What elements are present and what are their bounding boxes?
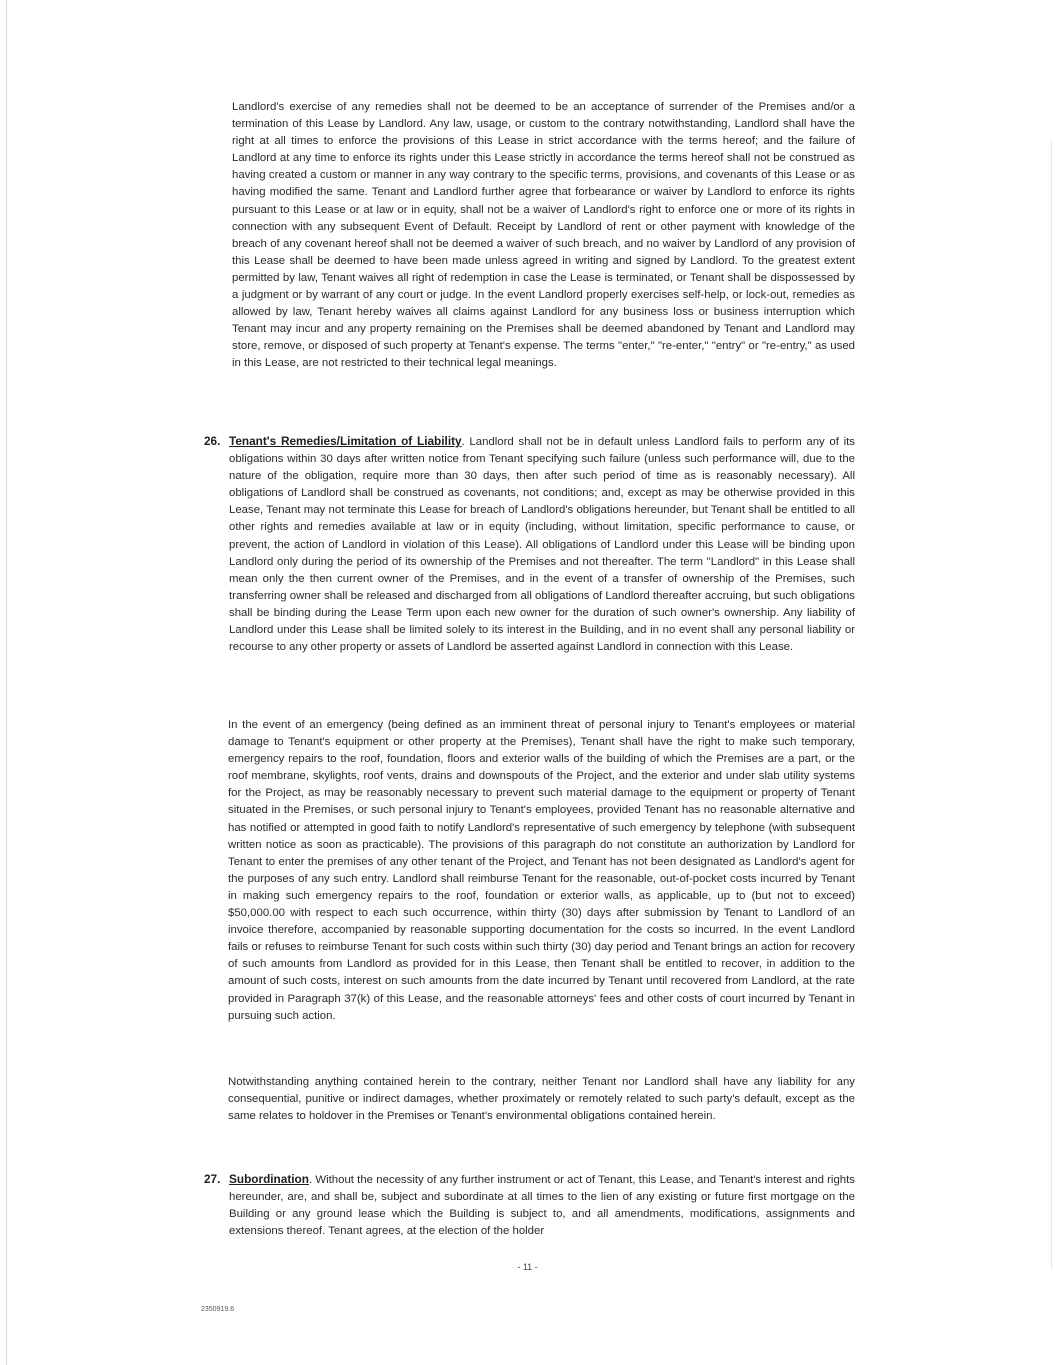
scan-edge-right [1051, 140, 1052, 1270]
notwithstanding-paragraph: Notwithstanding anything contained herein to the contrary, neither Tenant nor Landlord shall have any liability for any consequential, punitive or indirect damages, whether proximately or remotely related to such party's default, except as the same relates to holdover in the Premises or Tenant's environmental obligations contained herein. [228, 1076, 855, 1123]
section-title: Subordination [229, 1172, 309, 1186]
section-body [229, 1171, 855, 1240]
emergency-paragraph: In the event of an emergency (being defined as an imminent threat of personal injury to Tenant's employees or material damage to Tenant's equipment or other property at the Premises), Tenant shall have the right to make such temporary, emergency repairs to the roof, foundation, floors and exterior walls of the building of which the Premises are a part, or the roof membrane, skylights, roof vents, drains and downspouts of the Project, and the exterior and under slab utility systems for the Project, as may be reasonably necessary to prevent such material damage to the equipment or property of Tenant situated in the Premises, or such personal injury to Tenant's employees, provided Tenant has no reasonable alternative and has notified or attempted in good faith to notify Landlord's representative of such emergency by telephone (with subsequent written notice as soon as practicable). The provisions of this paragraph do not constitute an authorization by Landlord for Tenant to enter the premises of any other tenant of the Project, and Tenant has not been designated as Landlord's agent for the purposes of any such entry. Landlord shall reimburse Tenant for the reasonable, out-of-pocket costs incurred by Tenant in making such emergency repairs to the roof, foundation or exterior walls, as applicable, up to (but not to exceed) $50,000.00 with respect to each such occurrence, within thirty (30) days after submission by Tenant to Landlord of an invoice therefore, accompanied by reasonable supporting documentation for the costs so incurred. In the event Landlord fails or refuses to reimburse Tenant for such costs within such thirty (30) day period and Tenant brings an action for recovery of such amounts from Landlord as provided for in this Lease, then Tenant shall be entitled to recover, in addition to the amount of such costs, interest on such amounts from the date incurred by Tenant until recovered from Landlord, at the rate provided in Paragraph 37(k) of this Lease, and the reasonable attorneys' fees and other costs of court incurred by Tenant in pursuing such action. [228, 719, 855, 1022]
section-text: . Without the necessity of any further instrument or act of Tenant, this Lease, and Tenant's interest and rights hereunder, are, and shall be, subject and subordinate at all times to the lien of any existing or future first mortgage on the Building or any ground lease which the Building is subject to, and all amendments, modifications, assignments and extensions thereof. Tenant agrees, at the election of the holder [229, 1174, 855, 1238]
section-body [229, 433, 855, 656]
continuation-paragraph: Landlord's exercise of any remedies shall not be deemed to be an acceptance of surrender of the Premises and/or a termination of this Lease by Landlord. Any law, usage, or custom to the contrary notwithstanding, Landlord shall have the right at all times to enforce the provisions of this Lease in strict accordance with the terms hereof; and the failure of Landlord at any time to enforce its rights under this Lease strictly in accordance the terms hereof shall not be construed as having created a custom or manner in any way contrary to the specific terms, provisions, and covenants of this Lease or as having modified the same. Tenant and Landlord further agree that forbearance or waiver by Landlord to enforce its rights pursuant to this Lease or at law or in equity, shall not be a waiver of Landlord's right to enforce one or more of its rights in connection with any subsequent Event of Default. Receipt by Landlord of rent or other payment with knowledge of the breach of any covenant hereof shall not be deemed a waiver of such breach, and no waiver by Landlord of any provision of this Lease shall be deemed to have been made unless agreed in writing and signed by Landlord. To the greatest extent permitted by law, Tenant waives all right of redemption in case the Lease is terminated, or Tenant shall be dispossessed by a judgment or by warrant of any court or judge. In the event Landlord properly exercises self-help, or lock-out, remedies as allowed by law, Tenant hereby waives all claims against Landlord for any business loss or business interruption which Tenant may incur and any property remaining on the Premises shall be deemed abandoned by Tenant and Landlord may store, remove, or disposed of such property at Tenant's expense. The terms "enter," "re-enter," "entry" or "re-entry," as used in this Lease, are not restricted to their technical legal meanings. [232, 101, 855, 370]
page-number: - 11 - [517, 1262, 538, 1272]
document-id: 2350919.6 [201, 1306, 235, 1313]
section-number: 27. [204, 1172, 221, 1186]
scan-edge-left [6, 0, 7, 1365]
section-number: 26. [204, 434, 221, 448]
section-title: Tenant's Remedies/Limitation of Liability [229, 434, 462, 448]
section-text: . Landlord shall not be in default unless Landlord fails to perform any of its obligations within 30 days after written notice from Tenant specifying such failure (unless such performance will, due to the nature of the obligation, require more than 30 days, then after such period of time as is reasonably necessary). All obligations of Landlord shall be construed as covenants, not conditions; and, except as may be otherwise provided in this Lease, Tenant may not terminate this Lease for breach of Landlord's obligations hereunder, but Tenant shall be entitled to all other rights and remedies available at law or in equity (including, without limitation, specific performance to cause, or prevent, the action of Landlord in violation of this Lease). All obligations of Landlord under this Lease will be binding upon Landlord only during the period of its ownership of the Premises and not thereafter. The term "Landlord" in this Lease shall mean only the then current owner of the Premises, and in the event of a transfer of ownership of the Premises, such transferring owner shall be released and discharged from all obligations of Landlord thereafter accruing, but such obligations shall be binding during the Lease Term upon each new owner for the duration of such owner's ownership. Any liability of Landlord under this Lease shall be limited solely to its interest in the Building, and in no event shall any personal liability or recourse to any other property or assets of Landlord be asserted against Landlord in connection with this Lease. [229, 436, 855, 654]
